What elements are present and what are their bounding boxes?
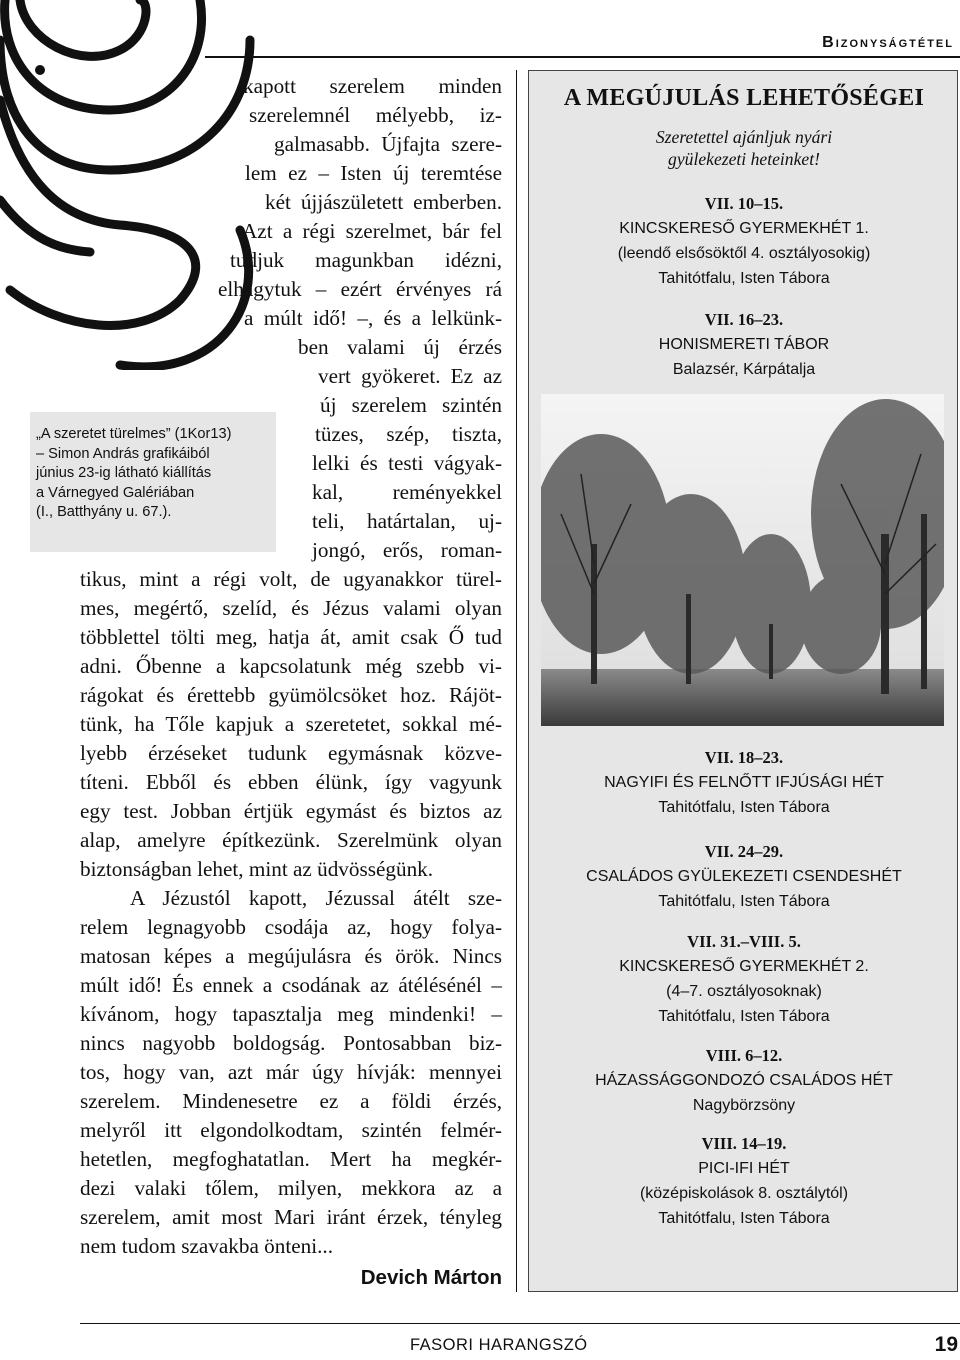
event-item <box>529 839 959 914</box>
article-line: Azt a régi szerelmet, bár fel <box>242 219 502 243</box>
article-line: dezi valaki tőlem, milyen, mekkora az a <box>80 1176 502 1200</box>
article-line: jongó, erős, roman- <box>312 538 502 562</box>
article-line: múlt idő! És ennek a csodának az átélésénél – <box>80 973 502 997</box>
event-detail: Tahitótfalu, Isten Tábora <box>658 893 830 910</box>
article-line: títeni. Ebből és ebben élünk, így vagyunk <box>80 770 502 794</box>
article-line: ben valami új érzés <box>298 335 502 359</box>
article-line: biztonságban lehet, mint az üdvösségünk. <box>80 857 434 881</box>
column-divider <box>516 70 517 1292</box>
event-detail: Tahitótfalu, Isten Tábora <box>658 799 830 816</box>
article-line: mes, megértő, szelíd, és Jézus valami olyan <box>80 596 502 620</box>
event-detail: Tahitótfalu, Isten Tábora <box>658 1210 830 1227</box>
event-date: VII. 31.–VIII. 5. <box>687 932 801 951</box>
sidebar-title: A MEGÚJULÁS LEHETŐSÉGEI <box>563 85 925 111</box>
article-line: szerelem. Mindenesetre ez a földi érzés, <box>80 1089 502 1113</box>
event-detail: HÁZASSÁGGONDOZÓ CSALÁDOS HÉT <box>595 1072 893 1089</box>
article-line: kal, reményekkel <box>312 480 502 504</box>
article-line: lyebb érzéseket tudunk egymásnak közve- <box>80 741 502 765</box>
event-item <box>529 745 959 820</box>
event-date: VII. 10–15. <box>704 194 784 213</box>
article-line: elhagytuk – ezért érvényes rá <box>218 277 502 301</box>
event-detail: KINCSKERESŐ GYERMEKHÉT 2. <box>619 958 869 975</box>
event-date: VII. 16–23. <box>704 310 784 329</box>
article-line: vert gyökeret. Ez az <box>318 364 502 388</box>
article-line: szerelem, amit most Mari iránt érzek, tényleg <box>80 1205 502 1229</box>
article-line: alap, amelyre építkezünk. Szerelmünk olyan <box>80 828 502 852</box>
event-date: VIII. 6–12. <box>705 1046 783 1065</box>
event-detail: Tahitótfalu, Isten Tábora <box>658 270 830 287</box>
section-label: Bizonyságtétel <box>822 34 954 51</box>
event-item <box>529 1043 959 1118</box>
article-line: teli, határtalan, uj- <box>312 509 502 533</box>
spiral-graphic <box>0 0 260 370</box>
article-line: szerelemnél mélyebb, iz- <box>249 103 502 127</box>
event-detail: HONISMERETI TÁBOR <box>658 336 830 353</box>
event-detail: Balazsér, Kárpátalja <box>672 361 816 378</box>
article-line: A Jézustól kapott, Jézussal átélt sze- <box>130 886 502 910</box>
article-line: hetetlen, megfoghatatlan. Mert ha megkér- <box>80 1147 502 1171</box>
article-line: melyről itt elgondolkodtam, szintén felmér- <box>80 1118 502 1142</box>
park-trees-photo <box>541 394 944 726</box>
article-line: tikus, mint a régi volt, de ugyanakkor türel- <box>80 567 502 591</box>
event-detail: NAGYIFI ÉS FELNŐTT IFJÚSÁGI HÉT <box>604 774 884 791</box>
sidebar-subtitle: Szeretettel ajánljuk nyári gyülekezeti heteinket! <box>655 127 833 169</box>
article-line: tos, hogy van, azt már úgy hívják: mennyei <box>80 1060 502 1084</box>
article-line: tünk, ha Tőle kapjuk a szeretetet, sokkal mé- <box>80 712 502 736</box>
article-line: új szerelem szintén <box>320 393 502 417</box>
event-detail: PICI-IFI HÉT <box>698 1160 790 1177</box>
footer-rule <box>80 1323 960 1324</box>
event-item <box>529 307 959 382</box>
page-number: 19 <box>934 1333 958 1356</box>
event-detail: Nagybörzsöny <box>692 1097 796 1114</box>
article-line: kapott szerelem minden <box>243 74 502 98</box>
event-date: VII. 24–29. <box>704 842 784 861</box>
event-date: VII. 18–23. <box>704 748 784 767</box>
article-line: relem legnagyobb csodája az, hogy folya- <box>80 915 502 939</box>
article-line: tudjuk magunkban idézni, <box>230 248 502 272</box>
article-line: nincs nagyobb boldogság. Pontosabban biz- <box>80 1031 502 1055</box>
exhibition-caption: „A szeretet türelmes” (1Kor13) – Simon András grafikáiból június 23-ig látható kiállítás a Várnegyed Galériában (I., Batthyány u. 67.). <box>36 426 232 521</box>
article-line: lelki és testi vágyak- <box>312 451 502 475</box>
article-line: kívánom, hogy tapasztalja meg mindenki! – <box>80 1002 502 1026</box>
event-item <box>529 191 959 291</box>
article-line: többlettel tölti meg, hatja át, amit csak Ő tud <box>80 625 502 649</box>
event-detail: CSALÁDOS GYÜLEKEZETI CSENDESHÉT <box>586 868 902 885</box>
article-line: galmasabb. Újfajta szere- <box>274 132 502 156</box>
article-line: rágokat és érettebb gyümölcsöket hoz. Rájöt- <box>80 683 502 707</box>
article-line: matosan képes a megújulásra és örök. Nincs <box>80 944 502 968</box>
event-detail: (4–7. osztályosoknak) <box>666 983 822 1000</box>
article-line: tüzes, szép, tiszta, <box>315 422 502 446</box>
event-detail: (leendő elsősöktől 4. osztályosokig) <box>617 245 871 262</box>
event-item <box>529 1131 959 1231</box>
article-line: nem tudom szavakba önteni... <box>80 1234 334 1258</box>
top-rule <box>205 56 960 58</box>
author-name: Devich Márton <box>360 1266 502 1289</box>
event-detail: KINCSKERESŐ GYERMEKHÉT 1. <box>619 220 869 237</box>
article-line: adni. Őbenne a kapcsolatunk még szebb vi- <box>80 654 502 678</box>
event-detail: (középiskolások 8. osztálytól) <box>639 1185 849 1202</box>
article-line: a múlt idő! –, és a lelkünk- <box>244 306 502 330</box>
event-item <box>529 929 959 1029</box>
article-line: egy test. Jobban értjük egymást és biztos az <box>80 799 502 823</box>
event-detail: Tahitótfalu, Isten Tábora <box>658 1008 830 1025</box>
event-date: VIII. 14–19. <box>701 1134 787 1153</box>
article-line: két újjászületett emberben. <box>265 190 502 214</box>
publication-name: FASORI HARANGSZÓ <box>410 1336 588 1354</box>
article-line: lem ez – Isten új teremtése <box>245 161 502 185</box>
